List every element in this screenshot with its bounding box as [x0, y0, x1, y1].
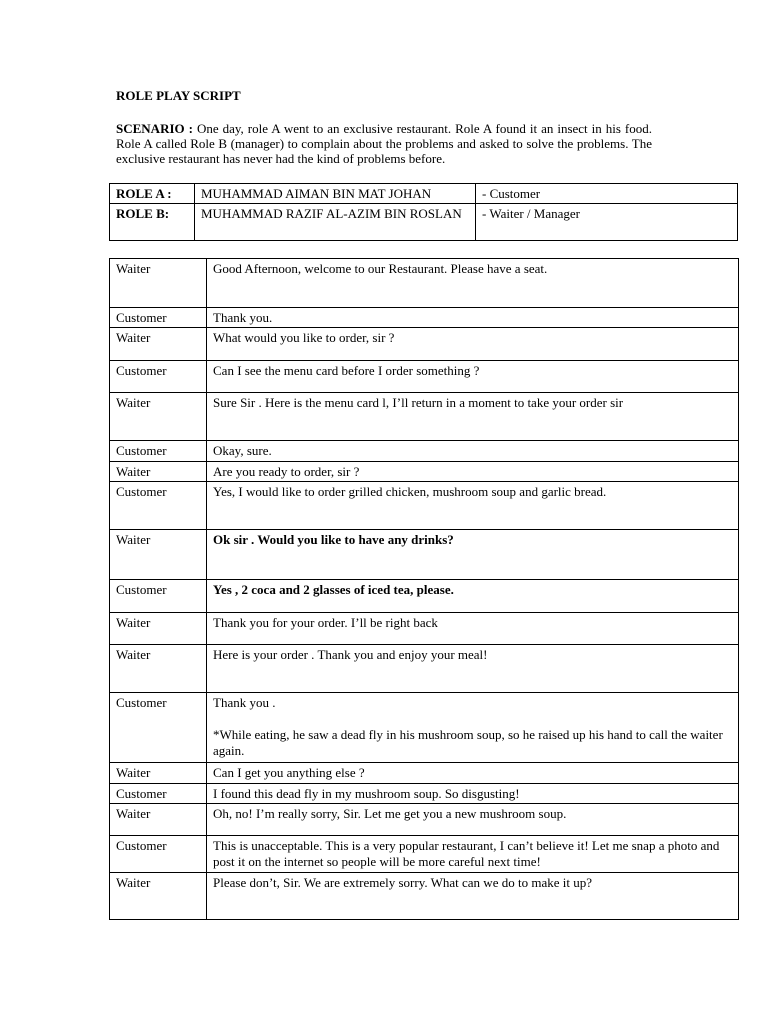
stage-direction: *While eating, he saw a dead fly in his mushroom soup, so he raised up his hand to call the waiter again.	[213, 727, 723, 758]
role-part: - Customer	[476, 184, 738, 204]
speaker-cell: Waiter	[110, 530, 207, 580]
dialogue-row	[110, 580, 739, 613]
dialogue-line: Are you ready to order, sir ?	[213, 464, 360, 479]
dialogue-row	[110, 328, 739, 361]
role-name: MUHAMMAD RAZIF AL-AZIM BIN ROSLAN	[195, 204, 476, 241]
line-cell	[207, 308, 739, 328]
line-cell	[207, 361, 739, 393]
speaker-cell: Customer	[110, 308, 207, 328]
dialogue-row	[110, 482, 739, 530]
dialogue-row	[110, 530, 739, 580]
dialogue-line: What would you like to order, sir ?	[213, 330, 395, 345]
role-row	[110, 184, 738, 204]
speaker-cell: Waiter	[110, 613, 207, 645]
role-name: MUHAMMAD AIMAN BIN MAT JOHAN	[195, 184, 476, 204]
role-label: ROLE A :	[110, 184, 195, 204]
dialogue-line: Please don’t, Sir. We are extremely sorry. What can we do to make it up?	[213, 875, 592, 890]
speaker-cell: Customer	[110, 580, 207, 613]
dialogue-row	[110, 259, 739, 308]
dialogue-line: Can I see the menu card before I order something ?	[213, 363, 480, 378]
speaker-cell: Waiter	[110, 645, 207, 693]
line-cell	[207, 580, 739, 613]
dialogue-row	[110, 645, 739, 693]
dialogue-line: This is unacceptable. This is a very popular restaurant, I can’t believe it! Let me snap a photo and post it on the internet so people will be more careful next time!	[213, 838, 720, 869]
scenario-text: One day, role A went to an exclusive restaurant. Role A found it an insect in his food. Role A called Role B (manager) to complain about the problems and asked to solve the problems. The exclusive restaurant has never had the kind of problems before.	[116, 121, 652, 166]
line-cell	[207, 530, 739, 580]
speaker-cell: Waiter	[110, 804, 207, 836]
dialogue-line: Here is your order . Thank you and enjoy your meal!	[213, 647, 488, 662]
line-cell	[207, 804, 739, 836]
dialogue-line: Thank you for your order. I’ll be right back	[213, 615, 438, 630]
dialogue-table	[109, 258, 739, 920]
speaker-cell: Waiter	[110, 873, 207, 920]
dialogue-row	[110, 441, 739, 462]
role-part: - Waiter / Manager	[476, 204, 738, 241]
line-cell	[207, 259, 739, 308]
speaker-cell: Waiter	[110, 393, 207, 441]
line-cell	[207, 873, 739, 920]
dialogue-row	[110, 836, 739, 873]
line-cell	[207, 393, 739, 441]
dialogue-line: Oh, no! I’m really sorry, Sir. Let me get you a new mushroom soup.	[213, 806, 567, 821]
speaker-cell: Customer	[110, 441, 207, 462]
dialogue-row	[110, 763, 739, 784]
role-row	[110, 204, 738, 241]
dialogue-line: Thank you.	[213, 310, 273, 325]
dialogue-row	[110, 804, 739, 836]
document-title: ROLE PLAY SCRIPT	[116, 88, 241, 103]
dialogue-row	[110, 693, 739, 763]
dialogue-line: Ok sir . Would you like to have any drinks?	[213, 532, 454, 547]
scenario-label: SCENARIO :	[116, 121, 193, 136]
role-label: ROLE B:	[110, 204, 195, 241]
speaker-cell: Customer	[110, 361, 207, 393]
line-cell	[207, 693, 739, 763]
dialogue-line: Can I get you anything else ?	[213, 765, 365, 780]
dialogue-line: Good Afternoon, welcome to our Restaurant. Please have a seat.	[213, 261, 548, 276]
line-cell	[207, 441, 739, 462]
line-cell	[207, 763, 739, 784]
speaker-cell: Customer	[110, 482, 207, 530]
line-cell	[207, 613, 739, 645]
dialogue-row	[110, 361, 739, 393]
roles-table	[109, 183, 738, 241]
dialogue-row	[110, 308, 739, 328]
dialogue-row	[110, 873, 739, 920]
line-cell	[207, 482, 739, 530]
line-cell	[207, 645, 739, 693]
dialogue-row	[110, 784, 739, 804]
line-cell	[207, 462, 739, 482]
dialogue-row	[110, 462, 739, 482]
speaker-cell: Customer	[110, 836, 207, 873]
dialogue-line: Sure Sir . Here is the menu card l, I’ll return in a moment to take your order sir	[213, 395, 624, 410]
speaker-cell: Customer	[110, 693, 207, 763]
dialogue-line: Okay, sure.	[213, 443, 272, 458]
dialogue-line: Yes , 2 coca and 2 glasses of iced tea, please.	[213, 582, 454, 597]
line-cell	[207, 784, 739, 804]
dialogue-row	[110, 613, 739, 645]
dialogue-line: Yes, I would like to order grilled chicken, mushroom soup and garlic bread.	[213, 484, 607, 499]
speaker-cell: Customer	[110, 784, 207, 804]
scenario-paragraph	[116, 121, 652, 166]
line-cell	[207, 328, 739, 361]
dialogue-line: Thank you .	[213, 695, 276, 710]
speaker-cell: Waiter	[110, 259, 207, 308]
line-cell	[207, 836, 739, 873]
dialogue-row	[110, 393, 739, 441]
speaker-cell: Waiter	[110, 763, 207, 784]
speaker-cell: Waiter	[110, 328, 207, 361]
speaker-cell: Waiter	[110, 462, 207, 482]
dialogue-line: I found this dead fly in my mushroom soup. So disgusting!	[213, 786, 520, 801]
